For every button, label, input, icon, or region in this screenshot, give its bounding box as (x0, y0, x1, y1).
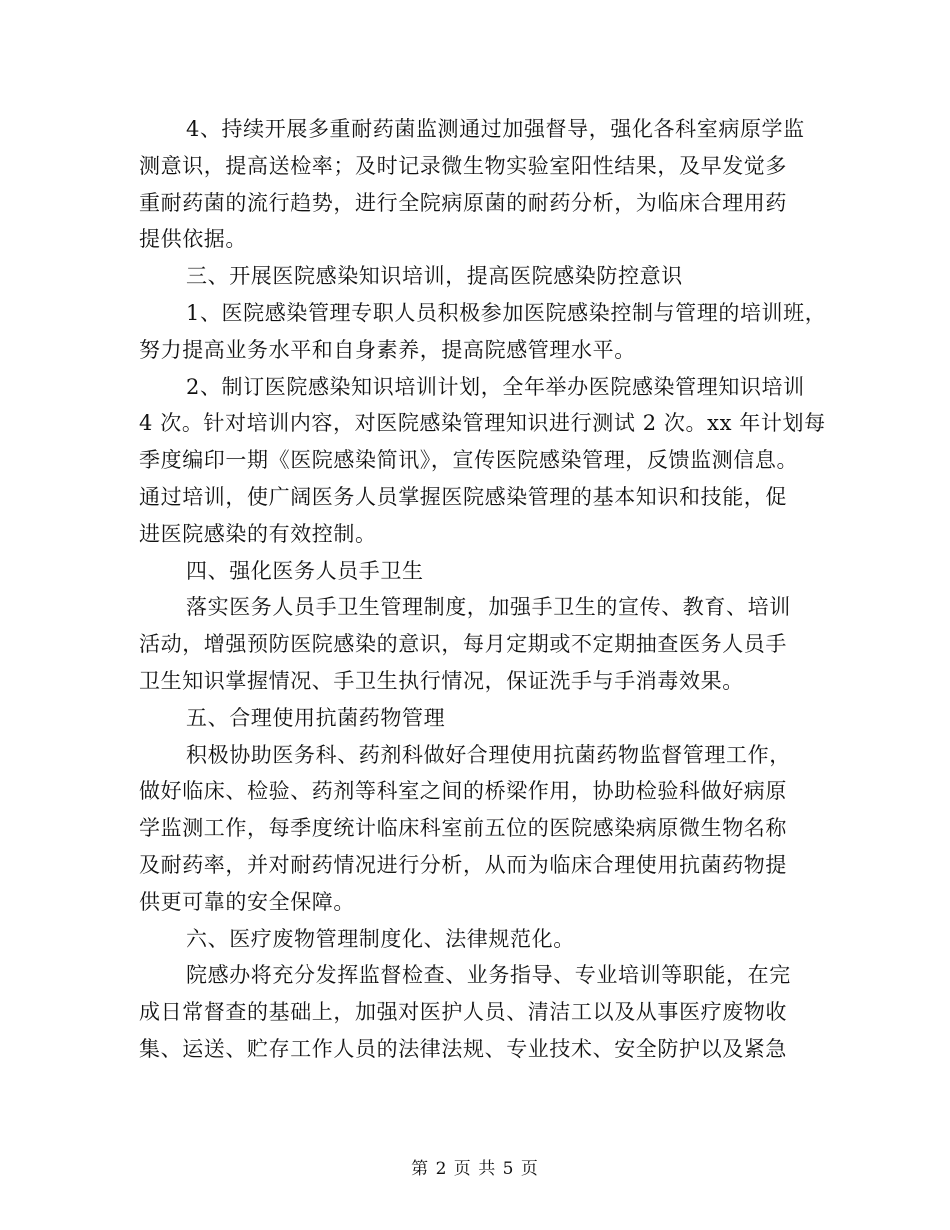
paragraph-hand-hygiene (139, 589, 819, 699)
text-line: 积极协助医务科、药剂科做好合理使用抗菌药物监督管理工作， (186, 742, 791, 767)
section-heading-3 (139, 258, 819, 295)
text-line: 测意识，提高送检率；及时记录微生物实验室阳性结果，及早发觉多 (139, 153, 787, 178)
text-line: 重耐药菌的流行趋势，进行全院病原菌的耐药分析，为临床合理用药 (139, 190, 787, 215)
section-heading-4 (139, 553, 819, 590)
text-line: 卫生知识掌握情况、手卫生执行情况，保证洗手与手消毒效果。 (139, 668, 744, 693)
section-heading-5 (139, 700, 819, 737)
paragraph-item-4 (139, 111, 819, 258)
heading-line: 四、强化医务人员手卫生 (186, 558, 424, 583)
text-line: 季度编印一期《医院感染简讯》，宣传医院感染管理，反馈监测信息。 (139, 448, 799, 473)
text-line: 做好临床、检验、药剂等科室之间的桥梁作用，协助检验科做好病原 (139, 779, 787, 804)
section-heading-6 (139, 921, 819, 958)
paragraph-antibiotics (139, 737, 819, 921)
text-line: 活动，增强预防医院感染的意识，每月定期或不定期抽查医务人员手 (139, 632, 787, 657)
text-line: 努力提高业务水平和自身素养，提高院感管理水平。 (139, 337, 636, 362)
text-line: 2、制订医院感染知识培训计划，全年举办医院感染管理知识培训 (186, 374, 805, 399)
paragraph-item-2 (139, 369, 826, 553)
paragraph-item-1 (139, 295, 827, 369)
text-line: 及耐药率，并对耐药情况进行分析，从而为临床合理使用抗菌药物提 (139, 852, 787, 877)
page-number-footer: 第 2 页 共 5 页 (411, 1159, 539, 1179)
text-line: 集、运送、贮存工作人员的法律法规、专业技术、安全防护以及紧急 (139, 1036, 787, 1061)
paragraph-medical-waste (139, 957, 819, 1067)
heading-line: 三、开展医院感染知识培训，提高医院感染防控意识 (186, 264, 683, 289)
text-line: 院感办将充分发挥监督检查、业务指导、专业培训等职能，在完 (186, 963, 791, 988)
text-line: 1、医院感染管理专职人员积极参加医院感染控制与管理的培训班， (186, 300, 827, 325)
text-line: 通过培训，使广阔医务人员掌握医院感染管理的基本知识和技能，促 (139, 484, 787, 509)
text-line: 供更可靠的安全保障。 (139, 889, 355, 914)
text-line: 学监测工作，每季度统计临床科室前五位的医院感染病原微生物名称 (139, 816, 787, 841)
text-line: 提供依据。 (139, 227, 247, 252)
text-line: 落实医务人员手卫生管理制度，加强手卫生的宣传、教育、培训 (186, 595, 791, 620)
heading-line: 五、合理使用抗菌药物管理 (186, 705, 446, 730)
text-line: 4 次。针对培训内容，对医院感染管理知识进行测试 2 次。xx 年计划每 (139, 411, 826, 436)
document-body (139, 111, 827, 1068)
text-line: 成日常督查的基础上，加强对医护人员、清洁工以及从事医疗废物收 (139, 1000, 787, 1025)
heading-line: 六、医疗废物管理制度化、法律规范化。 (186, 926, 575, 951)
text-line: 进医院感染的有效控制。 (139, 521, 377, 546)
text-line: 4、持续开展多重耐药菌监测通过加强督导，强化各科室病原学监 (186, 117, 805, 141)
